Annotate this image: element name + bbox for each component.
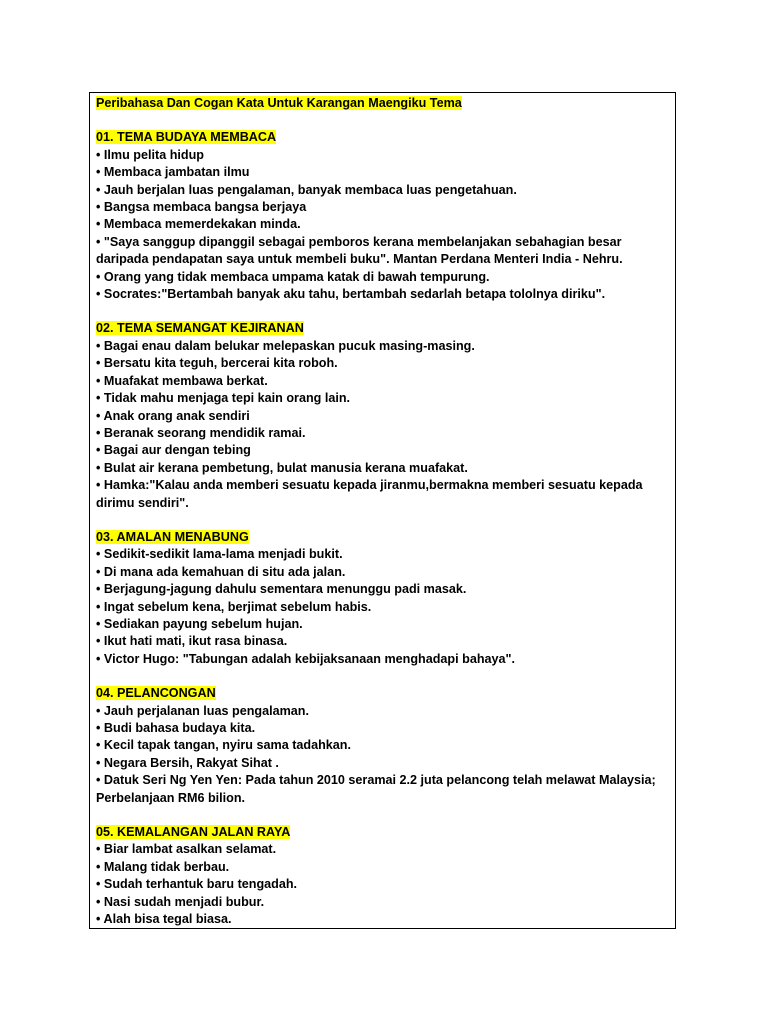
bullet-icon: •: [96, 547, 101, 562]
list-item: [96, 737, 670, 754]
list-item: [96, 859, 670, 876]
list-item: [96, 477, 670, 512]
document-title-line: [96, 95, 670, 112]
list-item: [96, 286, 670, 303]
list-item: [96, 338, 670, 355]
list-item: [96, 564, 670, 581]
bullet-icon: •: [96, 721, 101, 735]
bullet-icon: •: [96, 373, 101, 388]
list-item-text: Datuk Seri Ng Yen Yen: Pada tahun 2010 seramai 2.2 juta pelancong telah melawat Malaysia; Perbelanjaan RM6 bilion.: [96, 773, 656, 805]
list-item: [96, 651, 670, 668]
list-item-text: Hamka:"Kalau anda memberi sesuatu kepada jiranmu,bermakna memberi sesuatu kepada dirimu sendiri".: [96, 478, 643, 510]
section-1: [96, 129, 670, 303]
section-2: [96, 320, 670, 511]
list-item-text: Kecil tapak tangan, nyiru sama tadahkan.: [103, 738, 351, 753]
section-title: 02. TEMA SEMANGAT KEJIRANAN: [96, 321, 304, 336]
list-item-text: Bulat air kerana pembetung, bulat manusia kerana muafakat.: [103, 460, 468, 475]
list-item: [96, 355, 670, 372]
bullet-icon: •: [96, 217, 101, 232]
list-item-text: Jauh perjalanan luas pengalaman.: [103, 703, 309, 718]
bullet-icon: •: [96, 425, 101, 440]
list-item: [96, 216, 670, 233]
section-3: [96, 529, 670, 668]
bullet-icon: •: [96, 338, 101, 353]
sections-container: [96, 129, 670, 928]
list-item: [96, 546, 670, 563]
list-item: [96, 876, 670, 893]
list-item-text: Sudah terhantuk baru tengadah.: [103, 877, 298, 892]
list-item: [96, 425, 670, 442]
list-item: [96, 755, 670, 772]
bullet-icon: •: [96, 738, 101, 753]
bullet-icon: •: [96, 894, 101, 909]
bullet-list: [96, 703, 670, 807]
list-item: [96, 772, 670, 807]
list-item-text: Membaca jambatan ilmu: [103, 165, 250, 180]
bullet-icon: •: [96, 859, 101, 874]
list-item-text: Biar lambat asalkan selamat.: [103, 842, 277, 857]
list-item-text: Tidak mahu menjaga tepi kain orang lain.: [103, 391, 351, 406]
list-item: [96, 390, 670, 407]
list-item-text: Bangsa membaca bangsa berjaya: [103, 200, 307, 215]
section-title: 05. KEMALANGAN JALAN RAYA: [96, 825, 291, 840]
list-item: [96, 911, 670, 928]
list-item: [96, 269, 670, 286]
bullet-icon: •: [96, 165, 101, 180]
list-item-text: Budi bahasa budaya kita.: [103, 721, 256, 735]
list-item: [96, 199, 670, 216]
list-item-text: Berjagung-jagung dahulu sementara menunggu padi masak.: [103, 582, 467, 597]
bullet-icon: •: [96, 582, 101, 597]
list-item: [96, 581, 670, 598]
list-item-text: Socrates:"Bertambah banyak aku tahu, bertambah sedarlah betapa tololnya diriku".: [103, 287, 606, 302]
list-item-text: Negara Bersih, Rakyat Sihat .: [103, 755, 279, 770]
list-item-text: Orang yang tidak membaca umpama katak di bawah tempurung.: [103, 269, 490, 284]
list-item-text: Ingat sebelum kena, berjimat sebelum habis.: [103, 599, 372, 614]
list-item-text: Beranak seorang mendidik ramai.: [103, 425, 306, 440]
bullet-icon: •: [96, 478, 101, 493]
bullet-icon: •: [96, 200, 101, 215]
list-item: [96, 703, 670, 720]
section-title-line: [96, 129, 670, 146]
list-item: [96, 442, 670, 459]
list-item: [96, 460, 670, 477]
bullet-icon: •: [96, 408, 101, 423]
list-item: [96, 616, 670, 633]
list-item-text: Nasi sudah menjadi bubur.: [103, 894, 265, 909]
list-item-text: Anak orang anak sendiri: [103, 408, 250, 423]
list-item-text: Sediakan payung sebelum hujan.: [103, 616, 303, 631]
list-item: [96, 841, 670, 858]
bullet-icon: •: [96, 182, 101, 197]
section-title: 01. TEMA BUDAYA MEMBACA: [96, 130, 277, 145]
bullet-icon: •: [96, 564, 101, 579]
bullet-icon: •: [96, 651, 101, 666]
list-item: [96, 599, 670, 616]
list-item: [96, 234, 670, 269]
bullet-icon: •: [96, 460, 101, 475]
section-5: [96, 824, 670, 928]
bullet-icon: •: [96, 703, 101, 718]
bullet-icon: •: [96, 356, 101, 371]
document-title: Peribahasa Dan Cogan Kata Untuk Karangan Maengiku Tema: [96, 96, 462, 110]
section-title-line: [96, 529, 670, 546]
bullet-icon: •: [96, 842, 101, 857]
bullet-icon: •: [96, 912, 101, 927]
list-item-text: Jauh berjalan luas pengalaman, banyak membaca luas pengetahuan.: [103, 182, 517, 197]
list-item-text: Victor Hugo: "Tabungan adalah kebijaksanaan menghadapi bahaya".: [103, 651, 515, 666]
list-item-text: Membaca memerdekakan minda.: [103, 217, 301, 232]
list-item-text: Ikut hati mati, ikut rasa binasa.: [103, 634, 288, 649]
bullet-icon: •: [96, 599, 101, 614]
bullet-icon: •: [96, 443, 101, 458]
list-item: [96, 164, 670, 181]
bullet-list: [96, 147, 670, 304]
section-title: 03. AMALAN MENABUNG: [96, 529, 249, 544]
list-item: [96, 182, 670, 199]
bullet-icon: •: [96, 773, 101, 788]
bullet-icon: •: [96, 877, 101, 892]
section-title-line: [96, 685, 670, 702]
bullet-icon: •: [96, 391, 101, 406]
bullet-list: [96, 338, 670, 512]
section-title-line: [96, 320, 670, 337]
list-item-text: Bersatu kita teguh, bercerai kita roboh.: [103, 356, 338, 371]
list-item: [96, 373, 670, 390]
list-item: [96, 147, 670, 164]
section-title-line: [96, 824, 670, 841]
bullet-list: [96, 546, 670, 668]
list-item-text: Bagai aur dengan tebing: [103, 443, 251, 458]
bullet-list: [96, 841, 670, 928]
bullet-icon: •: [96, 616, 101, 631]
bullet-icon: •: [96, 147, 101, 162]
bullet-icon: •: [96, 287, 101, 302]
list-item-text: Sedikit-sedikit lama-lama menjadi bukit.: [103, 547, 343, 562]
list-item-text: Bagai enau dalam belukar melepaskan pucuk masing-masing.: [103, 338, 475, 353]
bullet-icon: •: [96, 755, 101, 770]
bullet-icon: •: [96, 234, 101, 249]
list-item-text: Malang tidak berbau.: [103, 859, 230, 874]
list-item-text: Alah bisa tegal biasa.: [103, 912, 232, 927]
list-item: [96, 720, 670, 737]
list-item: [96, 633, 670, 650]
list-item: [96, 408, 670, 425]
document-frame: [89, 92, 676, 929]
section-title: 04. PELANCONGAN: [96, 686, 216, 701]
list-item-text: Ilmu pelita hidup: [103, 147, 204, 162]
list-item-text: Muafakat membawa berkat.: [103, 373, 268, 388]
bullet-icon: •: [96, 634, 101, 649]
list-item: [96, 894, 670, 911]
list-item-text: Di mana ada kemahuan di situ ada jalan.: [103, 564, 346, 579]
bullet-icon: •: [96, 269, 101, 284]
list-item-text: "Saya sanggup dipanggil sebagai pemboros kerana membelanjakan sebahagian besar daripada pendapatan saya untuk membeli buku". Mantan Perdana Menteri India - Nehru.: [96, 234, 623, 267]
section-4: [96, 685, 670, 807]
